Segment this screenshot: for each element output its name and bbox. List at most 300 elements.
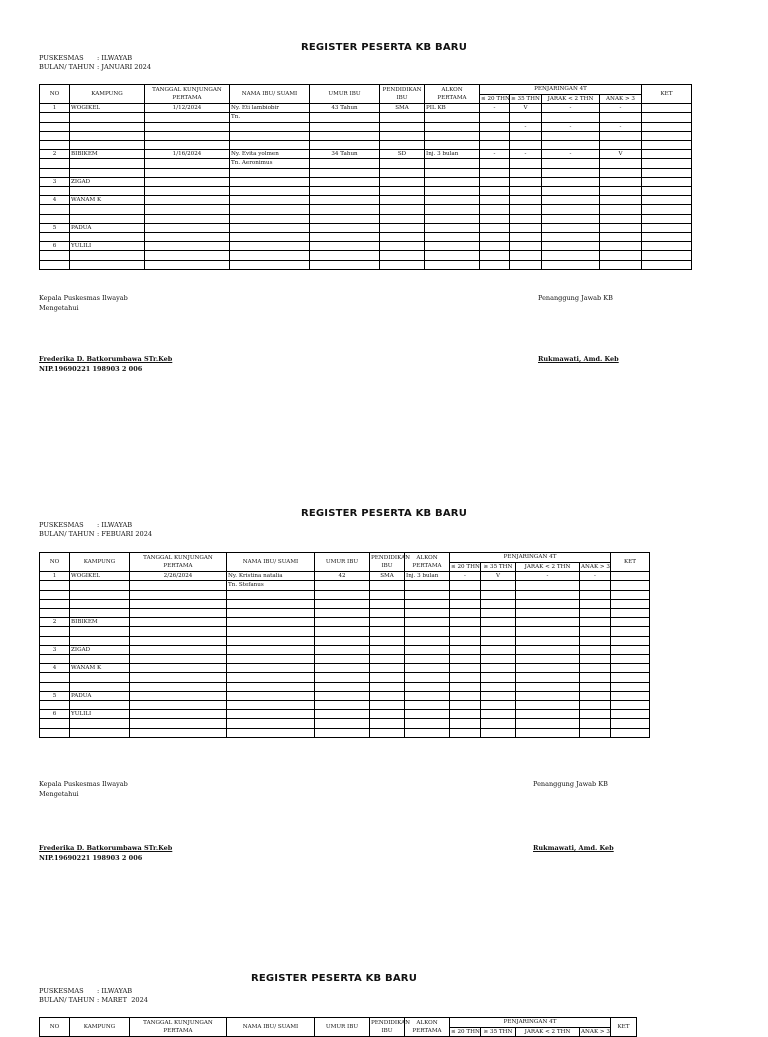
kampung-cell — [70, 654, 130, 663]
ge35-cell — [481, 691, 516, 700]
le20-cell — [450, 636, 481, 645]
umur-cell: 43 Tahun — [310, 104, 380, 113]
bulan-value: : FEBUARI 2024 — [97, 530, 153, 538]
pendidikan-cell — [380, 214, 425, 223]
tanggal-cell — [130, 719, 227, 728]
anak-cell — [580, 627, 611, 636]
umur-cell — [310, 131, 380, 140]
tanggal-header-line1: TANGGAL KUNJUNGAN — [152, 86, 222, 93]
no-cell — [40, 599, 70, 608]
tanggal-cell — [145, 242, 230, 251]
tanggal-cell — [145, 214, 230, 223]
jarak-cell — [542, 214, 600, 223]
pendidikan-cell — [380, 168, 425, 177]
pendidikan-cell — [370, 581, 405, 590]
bulan-value: : JANUARI 2024 — [97, 63, 152, 71]
umur-cell — [310, 168, 380, 177]
kampung-cell — [70, 590, 130, 599]
anak-cell — [600, 214, 642, 223]
le20-cell — [450, 599, 481, 608]
ge35-cell — [481, 590, 516, 599]
umur-cell — [315, 608, 370, 617]
tanggal-header — [130, 553, 227, 572]
anak-cell — [600, 196, 642, 205]
bulan-label: BULAN/ TAHUN — [39, 530, 95, 538]
anak-cell — [600, 186, 642, 195]
umur-cell: 34 Tahun — [310, 150, 380, 159]
le20-header: ≤ 20 THN — [451, 1029, 480, 1035]
table-row — [40, 682, 650, 691]
alkon-cell — [405, 618, 450, 627]
kampung-header-line1: KAMPUNG — [83, 1024, 116, 1030]
ket-cell — [611, 636, 650, 645]
jarak-cell — [516, 599, 580, 608]
tanggal-cell — [145, 159, 230, 168]
umur-cell — [310, 251, 380, 260]
kampung-cell — [70, 260, 145, 269]
no-cell: 2 — [40, 150, 70, 159]
ket-cell — [642, 232, 692, 241]
header-info — [39, 987, 148, 1005]
penjaringan-header: PENJARINGAN 4T — [480, 85, 642, 95]
alkon-cell — [405, 691, 450, 700]
alkon-cell — [425, 205, 480, 214]
alkon-cell — [405, 719, 450, 728]
no-cell — [40, 608, 70, 617]
no-header-line1: NO — [49, 559, 60, 565]
tanggal-cell — [145, 223, 230, 232]
ge35-cell — [510, 205, 542, 214]
no-cell — [40, 673, 70, 682]
anak-cell — [600, 159, 642, 168]
anak-cell — [580, 590, 611, 599]
table-row — [40, 645, 650, 654]
ge35-cell — [481, 728, 516, 737]
tanggal-cell — [130, 636, 227, 645]
anak-cell: - — [580, 572, 611, 581]
ge35-cell — [510, 260, 542, 269]
nama-cell: Tn. Aeronimus — [230, 159, 310, 168]
nama-cell — [227, 618, 315, 627]
le20-cell — [480, 122, 510, 131]
kampung-header-line1: KAMPUNG — [91, 91, 123, 97]
jarak-cell — [542, 186, 600, 195]
anak-cell: V — [600, 150, 642, 159]
jarak-cell — [516, 590, 580, 599]
ket-cell — [642, 214, 692, 223]
umur-cell — [315, 627, 370, 636]
bulan-label: BULAN/ TAHUN — [39, 996, 95, 1004]
alkon-header — [405, 1018, 450, 1037]
le20-cell — [450, 719, 481, 728]
puskesmas-label: PUSKESMAS — [39, 987, 84, 995]
kampung-cell: WANAM K — [70, 664, 130, 673]
anak-cell — [600, 177, 642, 186]
tanggal-header-line2: PERTAMA — [163, 563, 193, 570]
header-row — [40, 85, 692, 95]
alkon-header-line1: ALKON — [416, 554, 438, 561]
pendidikan-cell — [380, 260, 425, 269]
no-cell: 3 — [40, 645, 70, 654]
tanggal-cell — [130, 710, 227, 719]
le20-cell — [480, 186, 510, 195]
ket-cell — [642, 177, 692, 186]
pendidikan-cell — [370, 664, 405, 673]
jarak-cell — [542, 260, 600, 269]
jarak-header: JARAK < 2 THN — [516, 563, 580, 572]
table-row — [40, 608, 650, 617]
alkon-cell — [405, 664, 450, 673]
alkon-header-line1: ALKON — [416, 1019, 438, 1026]
ge35-cell — [510, 131, 542, 140]
anak-header: ANAK > 3 — [600, 95, 642, 104]
le20-cell — [450, 728, 481, 737]
no-cell — [40, 581, 70, 590]
umur-cell — [310, 177, 380, 186]
no-cell — [40, 205, 70, 214]
register-table — [39, 84, 692, 270]
alkon-cell — [425, 141, 480, 150]
jarak-cell — [542, 131, 600, 140]
kampung-cell — [70, 599, 130, 608]
tanggal-cell — [145, 168, 230, 177]
tanggal-cell — [130, 627, 227, 636]
tanggal-cell — [130, 581, 227, 590]
jarak-header: JARAK < 2 THN — [516, 1028, 580, 1037]
umur-cell — [315, 645, 370, 654]
kampung-cell — [70, 673, 130, 682]
tanggal-cell — [130, 599, 227, 608]
nama-cell — [230, 122, 310, 131]
anak-cell — [580, 700, 611, 709]
ket-cell — [642, 242, 692, 251]
puskesmas-label: PUSKESMAS — [39, 521, 84, 529]
kampung-header — [70, 553, 130, 572]
pendidikan-cell: SMA — [380, 104, 425, 113]
nama-cell — [230, 168, 310, 177]
table-row — [40, 168, 692, 177]
anak-cell — [580, 645, 611, 654]
nama-cell — [230, 177, 310, 186]
table-row — [40, 141, 692, 150]
alkon-cell — [405, 654, 450, 663]
no-header-line1: NO — [49, 91, 60, 97]
ket-cell — [642, 223, 692, 232]
umur-cell — [315, 682, 370, 691]
alkon-cell — [425, 186, 480, 195]
umur-cell — [310, 113, 380, 122]
ket-cell — [611, 654, 650, 663]
penanggung-name: Rukmawati, Amd. Keb — [533, 844, 614, 852]
alkon-cell — [425, 159, 480, 168]
pendidikan-cell — [370, 719, 405, 728]
kampung-cell — [70, 214, 145, 223]
jarak-cell: - — [516, 572, 580, 581]
ket-cell — [642, 196, 692, 205]
nama-cell: Ny. Eti lambiobir — [230, 104, 310, 113]
kampung-cell — [70, 205, 145, 214]
ket-header-line1: KET — [624, 559, 636, 565]
anak-header: ANAK > 3 — [581, 564, 610, 570]
ket-cell — [611, 608, 650, 617]
kepala-nip: NIP.19690221 198903 2 006 — [39, 854, 143, 862]
umur-cell — [315, 710, 370, 719]
alkon-cell — [425, 232, 480, 241]
umur-cell — [310, 223, 380, 232]
le20-cell — [450, 682, 481, 691]
no-cell: 4 — [40, 196, 70, 205]
nama-cell — [230, 205, 310, 214]
nama-cell — [227, 590, 315, 599]
kampung-cell: WOGIKEL — [70, 104, 145, 113]
kepala-label: Kepala Puskesmas Ilwayab — [39, 294, 128, 302]
ge35-cell — [481, 682, 516, 691]
alkon-header-line2: PERTAMA — [412, 563, 442, 570]
ket-header — [611, 553, 650, 572]
kampung-cell: WANAM K — [70, 196, 145, 205]
le20-cell — [450, 581, 481, 590]
ge35-cell — [481, 645, 516, 654]
ge35-cell — [481, 608, 516, 617]
pendidikan-cell — [370, 691, 405, 700]
anak-cell — [580, 691, 611, 700]
umur-cell — [315, 728, 370, 737]
signature-right — [533, 779, 608, 789]
kampung-cell — [70, 719, 130, 728]
umur-cell — [310, 122, 380, 131]
table-row — [40, 122, 692, 131]
le20-cell — [480, 141, 510, 150]
no-cell — [40, 719, 70, 728]
table-row — [40, 664, 650, 673]
kampung-cell: BIBIKEM — [70, 150, 145, 159]
mengetahui-label: Mengetahui — [39, 790, 79, 798]
jarak-cell — [542, 141, 600, 150]
header-info — [39, 54, 151, 72]
jarak-cell — [516, 719, 580, 728]
pendidikan-cell — [370, 654, 405, 663]
table-row — [40, 700, 650, 709]
nama-header — [227, 1018, 315, 1037]
nama-header — [230, 85, 310, 104]
ge35-cell — [510, 159, 542, 168]
ket-cell — [642, 141, 692, 150]
page-title: REGISTER PESERTA KB BARU — [300, 508, 468, 519]
pendidikan-cell — [370, 590, 405, 599]
ket-cell — [611, 719, 650, 728]
ge35-cell — [510, 242, 542, 251]
alkon-cell — [405, 590, 450, 599]
ket-cell — [642, 104, 692, 113]
jarak-cell: - — [542, 150, 600, 159]
nama-cell — [227, 664, 315, 673]
kampung-cell — [70, 113, 145, 122]
kampung-cell — [70, 122, 145, 131]
tanggal-cell — [145, 122, 230, 131]
le20-cell — [450, 590, 481, 599]
kampung-cell — [70, 168, 145, 177]
kampung-header-line1: KAMPUNG — [83, 559, 116, 565]
kepala-nip: NIP.19690221 198903 2 006 — [39, 365, 143, 373]
alkon-cell — [405, 645, 450, 654]
tanggal-cell — [130, 673, 227, 682]
ge35-cell — [481, 618, 516, 627]
no-cell: 5 — [40, 223, 70, 232]
alkon-cell — [425, 214, 480, 223]
umur-cell — [315, 664, 370, 673]
le20-cell: - — [450, 572, 481, 581]
kepala-name: Frederika D. Batkorumbawa STr.Keb — [39, 355, 173, 363]
nama-header-line1: NAMA IBU/ SUAMI — [242, 559, 299, 565]
le20-cell — [480, 260, 510, 269]
jarak-cell — [542, 205, 600, 214]
table-row — [40, 223, 692, 232]
no-cell — [40, 159, 70, 168]
nama-cell — [230, 260, 310, 269]
alkon-cell — [425, 177, 480, 186]
ge35-cell: V — [481, 572, 516, 581]
puskesmas-value: : ILWAYAB — [97, 521, 133, 529]
nama-cell — [230, 223, 310, 232]
tanggal-cell — [145, 196, 230, 205]
alkon-cell — [405, 599, 450, 608]
nama-header-line1: NAMA IBU/ SUAMI — [242, 1024, 299, 1030]
no-cell: 1 — [40, 572, 70, 581]
ge35-header: ≥ 35 THN — [511, 96, 540, 102]
signature-right-name — [538, 354, 619, 364]
ge35-cell — [510, 196, 542, 205]
nama-header-line1: NAMA IBU/ SUAMI — [241, 91, 298, 97]
pendidikan-cell — [370, 608, 405, 617]
ket-cell — [611, 664, 650, 673]
no-cell — [40, 122, 70, 131]
ge35-cell — [510, 232, 542, 241]
pendidikan-cell — [370, 599, 405, 608]
nama-cell: Ny. Evita yolmen — [230, 150, 310, 159]
anak-cell — [580, 654, 611, 663]
kepala-label: Kepala Puskesmas Ilwayab — [39, 780, 128, 788]
ge35-cell: - — [510, 150, 542, 159]
jarak-cell — [516, 691, 580, 700]
nama-cell — [227, 700, 315, 709]
pendidikan-cell — [370, 700, 405, 709]
penjaringan-header: PENJARINGAN 4T — [450, 1018, 611, 1028]
jarak-cell — [516, 682, 580, 691]
penanggung-label: Penanggung Jawab KB — [538, 294, 613, 302]
tanggal-cell — [145, 186, 230, 195]
no-cell — [40, 654, 70, 663]
table-row — [40, 627, 650, 636]
ket-cell — [611, 682, 650, 691]
ket-header — [642, 85, 692, 104]
alkon-cell — [425, 168, 480, 177]
jarak-cell — [542, 168, 600, 177]
umur-cell — [315, 636, 370, 645]
page-title: REGISTER PESERTA KB BARU — [300, 42, 468, 53]
pendidikan-cell — [370, 645, 405, 654]
ket-cell — [642, 251, 692, 260]
no-cell — [40, 700, 70, 709]
no-cell — [40, 636, 70, 645]
ge35-cell — [510, 223, 542, 232]
no-cell: 1 — [40, 104, 70, 113]
anak-cell — [600, 168, 642, 177]
le20-cell — [480, 177, 510, 186]
umur-cell — [315, 590, 370, 599]
header-info — [39, 521, 152, 539]
jarak-cell — [516, 636, 580, 645]
table-row — [40, 242, 692, 251]
jarak-cell — [516, 618, 580, 627]
tanggal-cell — [145, 113, 230, 122]
alkon-cell — [405, 728, 450, 737]
ket-header-line1: KET — [617, 1024, 630, 1030]
anak-cell — [600, 223, 642, 232]
table-row — [40, 719, 650, 728]
nama-cell — [230, 214, 310, 223]
ket-cell — [642, 131, 692, 140]
ket-cell — [611, 599, 650, 608]
tanggal-cell — [130, 664, 227, 673]
ket-cell — [611, 572, 650, 581]
table-row — [40, 177, 692, 186]
pendidikan-header-line1: PENDIDIKAN — [382, 86, 422, 93]
tanggal-cell — [130, 682, 227, 691]
table-row — [40, 618, 650, 627]
jarak-cell — [542, 196, 600, 205]
anak-cell — [580, 710, 611, 719]
ge35-header: ≥ 35 THN — [481, 1028, 516, 1037]
page-title: REGISTER PESERTA KB BARU — [250, 973, 418, 984]
le20-cell — [480, 214, 510, 223]
ket-cell — [642, 186, 692, 195]
pendidikan-cell — [380, 251, 425, 260]
kampung-cell: YULILI — [70, 710, 130, 719]
jarak-cell — [542, 159, 600, 168]
tanggal-header-line2: PERTAMA — [163, 1028, 193, 1035]
nama-cell: Tn. — [230, 113, 310, 122]
nama-cell — [227, 682, 315, 691]
ge35-cell: V — [510, 104, 542, 113]
ge35-cell — [481, 636, 516, 645]
le20-cell — [450, 645, 481, 654]
tanggal-cell — [145, 232, 230, 241]
le20-cell — [480, 205, 510, 214]
ket-header — [611, 1018, 637, 1037]
pendidikan-header-line2: IBU — [381, 1028, 393, 1035]
no-cell — [40, 214, 70, 223]
no-cell: 5 — [40, 691, 70, 700]
tanggal-cell — [145, 131, 230, 140]
kampung-cell: PADUA — [70, 223, 145, 232]
no-cell: 2 — [40, 618, 70, 627]
umur-cell — [310, 186, 380, 195]
ket-cell — [611, 700, 650, 709]
tanggal-cell — [145, 177, 230, 186]
ge35-cell — [481, 599, 516, 608]
jarak-cell — [542, 177, 600, 186]
table-row — [40, 131, 692, 140]
kampung-header — [70, 85, 145, 104]
tanggal-cell — [130, 700, 227, 709]
umur-cell — [315, 673, 370, 682]
no-cell — [40, 260, 70, 269]
pendidikan-cell — [380, 131, 425, 140]
pendidikan-cell — [380, 177, 425, 186]
ket-cell — [611, 673, 650, 682]
tanggal-cell — [145, 260, 230, 269]
bulan-label: BULAN/ TAHUN — [39, 63, 95, 71]
